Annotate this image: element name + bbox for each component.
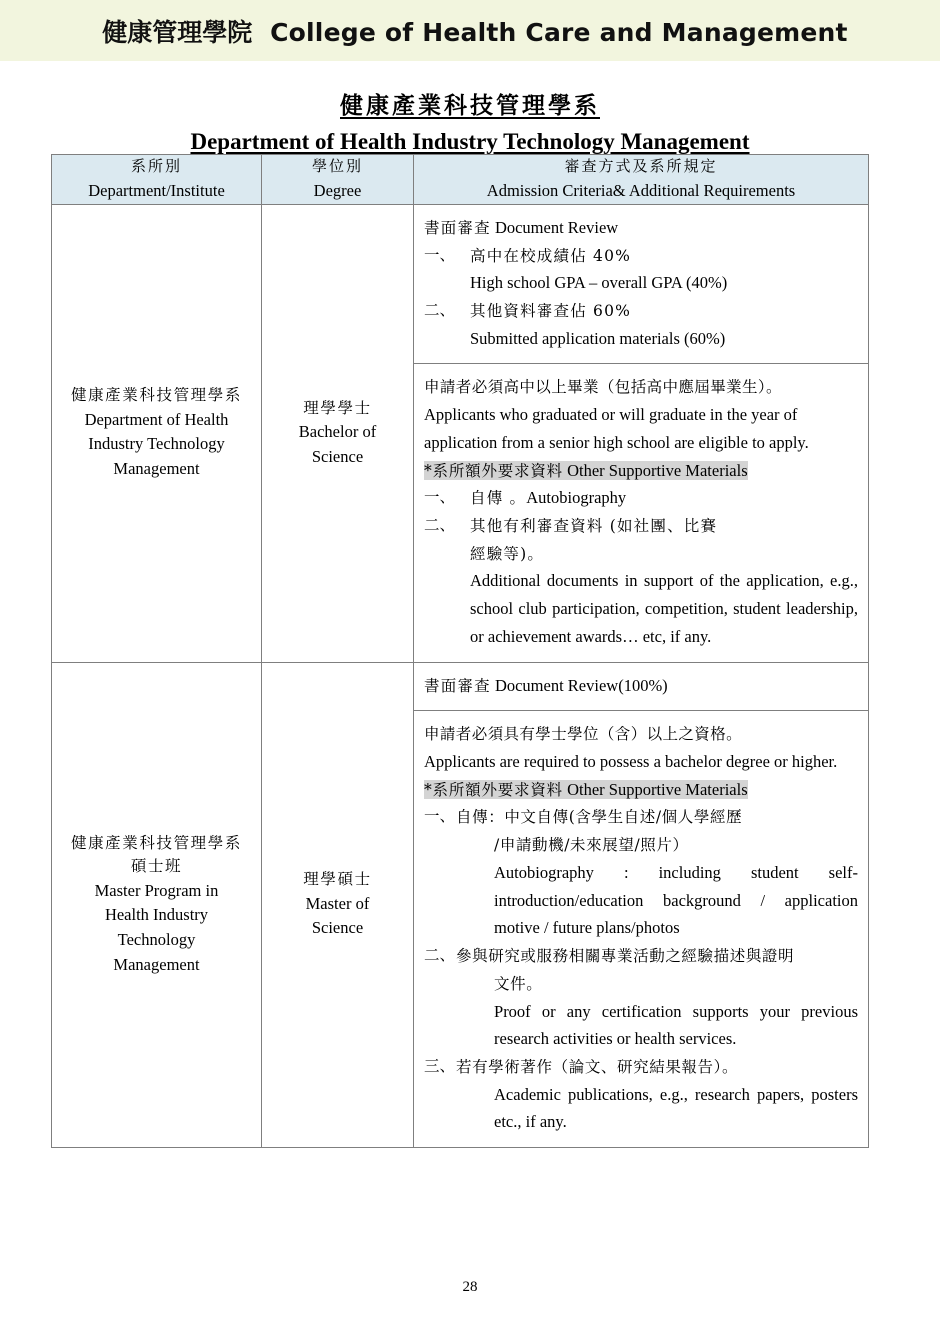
row-master-department-cell: [52, 662, 262, 1148]
column-header-criteria-en: Admission Criteria& Additional Requirements: [486, 181, 796, 201]
column-header-degree: [262, 155, 414, 205]
list-item-en: Academic publications, e.g., research papers, posters etc., if any.: [494, 1084, 858, 1132]
list-item: [424, 512, 858, 651]
master-document-review-block: [414, 663, 868, 712]
list-item-body: [470, 242, 858, 297]
list-marker-2: 二、: [424, 300, 456, 319]
list-item-body: [456, 1053, 858, 1136]
list-item-zh: 高中在校成績佔 40%: [470, 246, 632, 265]
bachelor-document-review-heading-zh: 書面審查: [424, 218, 491, 237]
degree-name-en-line-2: Science: [311, 918, 364, 938]
row-master-degree-cell: [262, 662, 414, 1148]
bachelor-eligibility-block: [414, 364, 868, 661]
department-name-zh: 健康產業科技管理學系: [70, 386, 242, 405]
list-item-en: Additional documents in support of the application, e.g., school club participation, competition, student leadership, or achievement awards… etc, if any.: [470, 571, 858, 646]
table-row: [52, 662, 869, 1148]
list-marker-1: 一、: [424, 488, 456, 507]
table-body: [52, 204, 869, 1147]
list-item: [424, 1053, 858, 1136]
list-item-zh-line-1: 其他有利審查資料 (如社團、比賽: [470, 517, 718, 535]
college-name-en: College of Health Care and Management: [270, 17, 848, 47]
list-marker-1: 一、: [424, 245, 456, 264]
row-master-criteria-cell: [414, 662, 869, 1148]
master-document-review-heading-zh: 書面審查: [424, 676, 491, 695]
department-name-en-line-4: Management: [113, 954, 200, 974]
department-name-en-line-2: Industry Technology: [88, 434, 225, 454]
list-item-zh-line-1: 若有學術著作（論文、研究結果報告）。: [456, 1057, 739, 1076]
list-item-body: [470, 512, 858, 651]
master-document-review-heading-en: Document Review(100%): [494, 675, 668, 695]
row-bachelor-criteria-cell: [414, 204, 869, 662]
degree-name-en-line-1: Master of: [305, 893, 370, 913]
list-item: [424, 484, 858, 512]
master-document-review-heading: [424, 672, 858, 700]
bachelor-document-review-heading: [424, 214, 858, 242]
column-header-department: [52, 155, 262, 205]
supportive-materials-heading-en: Other Supportive Materials: [567, 460, 748, 480]
table-row: [52, 204, 869, 662]
bachelor-eligibility-statement-en: Applicants who graduated or will graduate in the year of application from a senior high school are eligible to apply.: [424, 405, 809, 452]
college-name-zh: 健康管理學院: [102, 17, 253, 47]
table-head: [52, 155, 869, 205]
master-eligibility-statement-zh: 申請者必須具有學士學位（含）以上之資格。: [424, 725, 743, 744]
master-eligibility-statement-en: Applicants are required to possess a bachelor degree or higher.: [424, 752, 838, 772]
list-item-zh: 其他資料審查佔 60%: [470, 301, 632, 320]
supportive-materials-highlight: [424, 780, 748, 799]
column-header-degree-zh: 學位別: [311, 157, 363, 175]
table-header-row: [52, 155, 869, 205]
department-name-zh-line-1: 健康產業科技管理學系: [70, 834, 242, 853]
list-item-en: Submitted application materials (60%): [470, 328, 726, 348]
list-item: [424, 297, 858, 352]
list-item-zh-line-1: 參與研究或服務相關專業活動之經驗描述與證明: [456, 947, 795, 966]
degree-name-zh: 理學學士: [303, 398, 372, 417]
list-item-zh-line-2: /申請動機/未來展望/照片）: [494, 836, 689, 855]
list-item-en: Proof or any certification supports your previous research activities or health services.: [494, 1001, 858, 1049]
department-name-en-line-1: Master Program in: [94, 880, 219, 900]
column-header-degree-en: Degree: [313, 181, 362, 201]
column-header-criteria-zh: 審查方式及系所規定: [564, 157, 718, 175]
column-header-department-en: Department/Institute: [88, 181, 225, 201]
master-supportive-materials-heading: [424, 776, 858, 804]
college-banner: [0, 0, 940, 61]
department-name-en-line-3: Management: [113, 459, 200, 479]
degree-name-en-line-2: Science: [311, 446, 364, 466]
bachelor-eligibility-statement-zh: 申請者必須高中以上畢業（包括高中應屆畢業生）。: [424, 378, 782, 397]
list-item-en: High school GPA – overall GPA (40%): [470, 273, 728, 293]
supportive-materials-heading-en: Other Supportive Materials: [567, 779, 748, 799]
list-item-en: Autobiography : including student self-introduction/education background / application motive / future plans/photos: [494, 862, 858, 938]
department-name-en-line-1: Department of Health: [84, 409, 229, 429]
list-item-body: [456, 942, 858, 1053]
list-marker-3: 三、: [424, 1056, 456, 1075]
list-marker-1: 一、: [424, 807, 456, 826]
supportive-materials-heading-zh: *系所額外要求資料: [424, 461, 563, 480]
page-title-en: Department of Health Industry Technology Management: [190, 129, 750, 154]
degree-name-en-line-1: Bachelor of: [298, 422, 377, 442]
bachelor-supportive-materials-heading: [424, 457, 858, 485]
list-item-zh-line-1: 自傳：中文自傳(含學生自述/個人學經歷: [456, 808, 743, 827]
list-marker-2: 二、: [424, 946, 456, 965]
department-name-zh-line-2: 碩士班: [130, 857, 183, 876]
admission-criteria-table-wrap: [51, 154, 868, 1148]
column-header-criteria: [414, 155, 869, 205]
master-eligibility-block: [414, 711, 868, 1147]
list-item: [424, 242, 858, 297]
bachelor-document-review-block: [414, 205, 868, 365]
degree-name-zh: 理學碩士: [303, 870, 372, 889]
admission-criteria-table: [51, 154, 869, 1148]
page-number: 28: [462, 1279, 478, 1295]
list-item-zh-line-2: 文件。: [494, 974, 543, 993]
list-item-text: 自傳 。Autobiography: [470, 488, 627, 508]
department-name-en-line-3: Technology: [117, 930, 196, 950]
column-header-department-zh: 系所別: [130, 157, 182, 175]
list-item: [424, 803, 858, 942]
list-item-body: [456, 803, 858, 942]
supportive-materials-heading-zh: *系所額外要求資料: [424, 780, 563, 799]
list-item: [424, 942, 858, 1053]
page-title-zh: 健康產業科技管理學系: [340, 92, 600, 119]
college-banner-title: [0, 13, 940, 49]
supportive-materials-highlight: [424, 461, 748, 480]
department-name-en-line-2: Health Industry: [104, 905, 209, 925]
list-marker-2: 二、: [424, 516, 456, 534]
list-item-zh-line-2: 經驗等)。: [470, 544, 545, 563]
bachelor-document-review-heading-en: Document Review: [494, 217, 619, 237]
list-item-body: [470, 484, 858, 512]
row-bachelor-degree-cell: [262, 204, 414, 662]
row-bachelor-department-cell: [52, 204, 262, 662]
list-item-body: [470, 297, 858, 352]
